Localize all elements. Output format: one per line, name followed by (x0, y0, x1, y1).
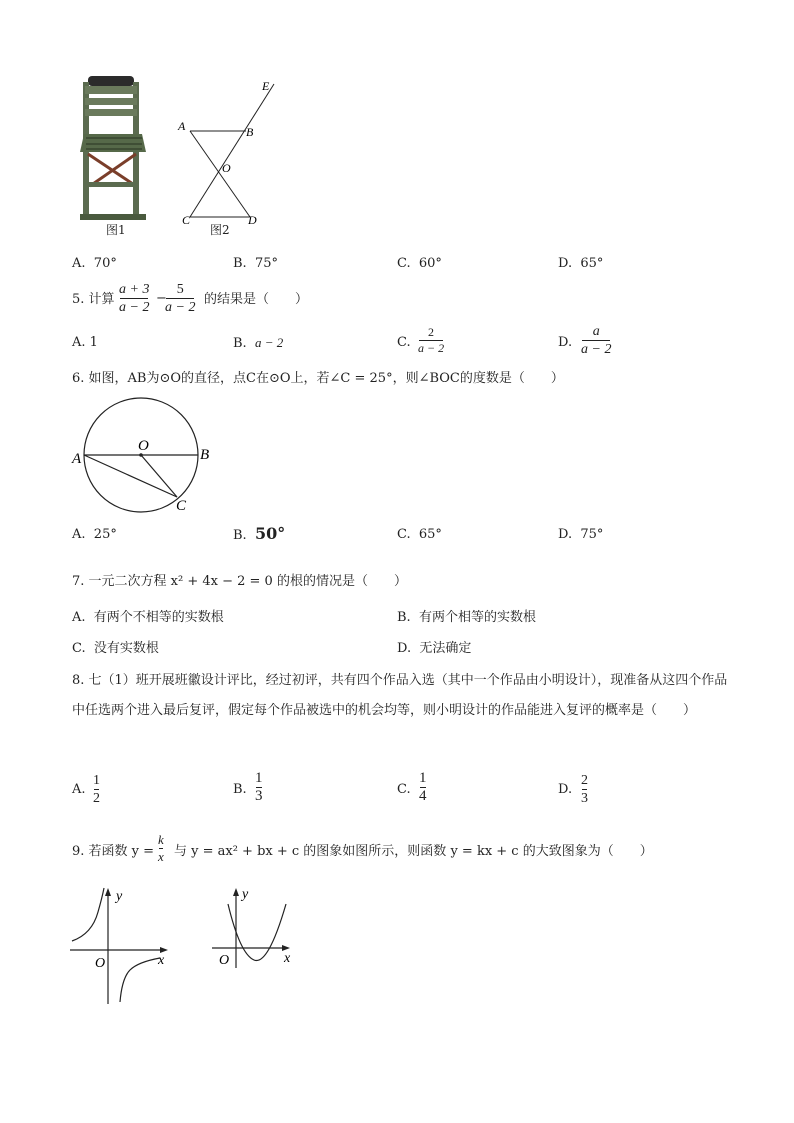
q9-prefix: 9. 若函数 y = (72, 844, 155, 859)
figure-1-caption: 图1 (106, 223, 126, 237)
circle-label-o: O (138, 438, 149, 454)
q8-option-a-letter[interactable]: A. (72, 782, 86, 797)
graph1-origin-label: O (95, 956, 106, 971)
q8-option-c-fraction: 1 4 (419, 770, 427, 804)
label-d: D (248, 213, 257, 227)
figure-2-diagram (176, 76, 286, 228)
q5-prefix: 5. 计算 (72, 292, 115, 307)
q6-text: 6. 如图，AB为⊙O的直径，点C在⊙O上，若∠C = 25°，则∠BOC的度数是（ ） (72, 371, 564, 386)
q8-option-d-fraction: 2 3 (581, 773, 588, 806)
folding-chair-image (76, 74, 150, 222)
q5-option-d-fraction: a a − 2 (581, 324, 612, 357)
q4-option-d[interactable]: D. 65° (558, 256, 604, 271)
graph1-x-label: x (158, 953, 165, 968)
q5-option-d-letter[interactable]: D. (558, 335, 573, 350)
q6-option-b[interactable]: B. 50° (233, 524, 286, 543)
graph2-x-label: x (284, 951, 291, 966)
label-o: O (222, 161, 231, 175)
q5-option-b[interactable]: B. a − 2 (233, 335, 284, 351)
q4-option-a[interactable]: A. 70° (72, 256, 117, 271)
q8-option-a-fraction: 1 2 (93, 773, 100, 806)
q9-fraction: k x (158, 832, 164, 864)
q8-option-d-letter[interactable]: D. (558, 782, 573, 797)
q4-option-b[interactable]: B. 75° (233, 256, 278, 271)
q9-middle: 与 y = ax² + bx + c 的图象如图所示，则函数 y = kx + c 的大致图象为（ ） (174, 844, 653, 859)
q5-fraction-2: 5 a − 2 (165, 282, 196, 315)
q9-graph-hyperbola (68, 882, 178, 1008)
q5-option-c-fraction: 2 a − 2 (418, 325, 445, 355)
label-e: E (262, 79, 270, 93)
q8-option-b-fraction: 1 3 (255, 770, 263, 804)
q8-option-c-letter[interactable]: C. (397, 782, 411, 797)
figure-2-caption: 图2 (210, 223, 230, 237)
q6-circle-figure (70, 395, 220, 515)
graph1-y-label: y (116, 889, 123, 904)
label-c: C (182, 213, 191, 227)
q6-option-a[interactable]: A. 25° (72, 527, 117, 542)
q8-text: 8. 七（1）班开展班徽设计评比，经过初评，共有四个作品入选（其中一个作品由小明设计），现准备从这四个作品中任选两个进入最后复评，假定每个作品被选中的机会均等，则小明设计的作品能进入复评的概率是（ ） (72, 673, 728, 718)
q6-option-d[interactable]: D. 75° (558, 527, 604, 542)
q7-option-a[interactable]: A. 有两个不相等的实数根 (72, 610, 224, 625)
q5-suffix: 的结果是（ ） (204, 292, 309, 307)
q8-option-b-letter[interactable]: B. (233, 782, 247, 797)
label-b: B (246, 125, 254, 139)
q5-option-c-letter[interactable]: C. (397, 335, 411, 350)
q7-option-c[interactable]: C. 没有实数根 (72, 641, 159, 656)
q5-option-a[interactable]: A. 1 (72, 335, 98, 350)
circle-label-b: B (200, 447, 210, 463)
label-a: A (178, 119, 186, 133)
q5-minus: − (156, 291, 167, 306)
q7-text: 7. 一元二次方程 x² + 4x − 2 = 0 的根的情况是（ ） (72, 574, 407, 589)
q9-graph-parabola (210, 882, 310, 972)
q4-option-c[interactable]: C. 60° (397, 256, 442, 271)
q7-option-d[interactable]: D. 无法确定 (397, 641, 472, 656)
circle-label-c: C (176, 498, 187, 514)
q7-option-b[interactable]: B. 有两个相等的实数根 (397, 610, 536, 625)
graph2-origin-label: O (219, 953, 230, 968)
graph2-y-label: y (242, 887, 249, 902)
q5-fraction-1: a + 3 a − 2 (119, 282, 150, 315)
circle-label-a: A (72, 451, 82, 467)
q6-option-c[interactable]: C. 65° (397, 527, 442, 542)
